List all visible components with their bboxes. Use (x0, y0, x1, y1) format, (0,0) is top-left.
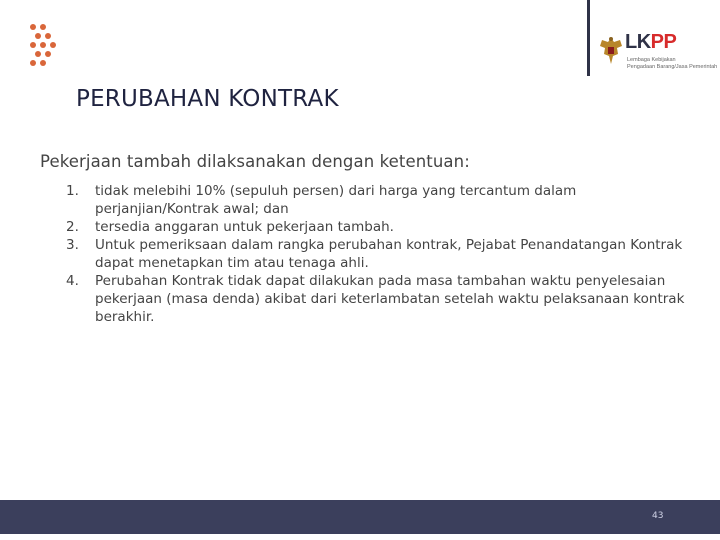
decorative-dots-icon (26, 24, 66, 74)
list-item-text: tersedia anggaran untuk pekerjaan tambah. (95, 219, 394, 235)
list-item-number: 3. (66, 237, 79, 253)
slide-intro: Pekerjaan tambah dilaksanakan dengan ketentuan: (40, 152, 470, 171)
list-item (66, 236, 686, 272)
lkpp-wordmark: LKPP (625, 31, 677, 53)
list-item (66, 272, 686, 326)
list-item-text: Perubahan Kontrak tidak dapat dilakukan pada masa tambahan waktu penyelesaian pekerjaan (masa denda) akibat dari keterlambatan setelah waktu pelaksanaan kontrak berakhir. (95, 273, 685, 325)
footer-bar (0, 500, 720, 534)
list-item-number: 4. (66, 273, 79, 289)
list-item-text: tidak melebihi 10% (sepuluh persen) dari harga yang tercantum dalam perjanjian/Kontrak awal; dan (95, 183, 577, 217)
slide-title: PERUBAHAN KONTRAK (76, 86, 339, 112)
list-item-number: 1. (66, 183, 79, 199)
list-item-text: Untuk pemeriksaan dalam rangka perubahan kontrak, Pejabat Penandatangan Kontrak dapat menetapkan tim atau tenaga ahli. (95, 237, 683, 271)
logo-tagline-line1: Lembaga Kebijakan (627, 57, 676, 63)
conditions-list (66, 182, 686, 326)
header-divider (587, 0, 590, 76)
list-item (66, 182, 686, 218)
page-number: 43 (652, 511, 664, 521)
lkpp-logo (598, 30, 716, 80)
list-item (66, 218, 686, 236)
logo-tagline-line2: Pengadaan Barang/Jasa Pemerintah (627, 64, 718, 70)
list-item-number: 2. (66, 219, 79, 235)
garuda-emblem-icon (598, 34, 624, 68)
